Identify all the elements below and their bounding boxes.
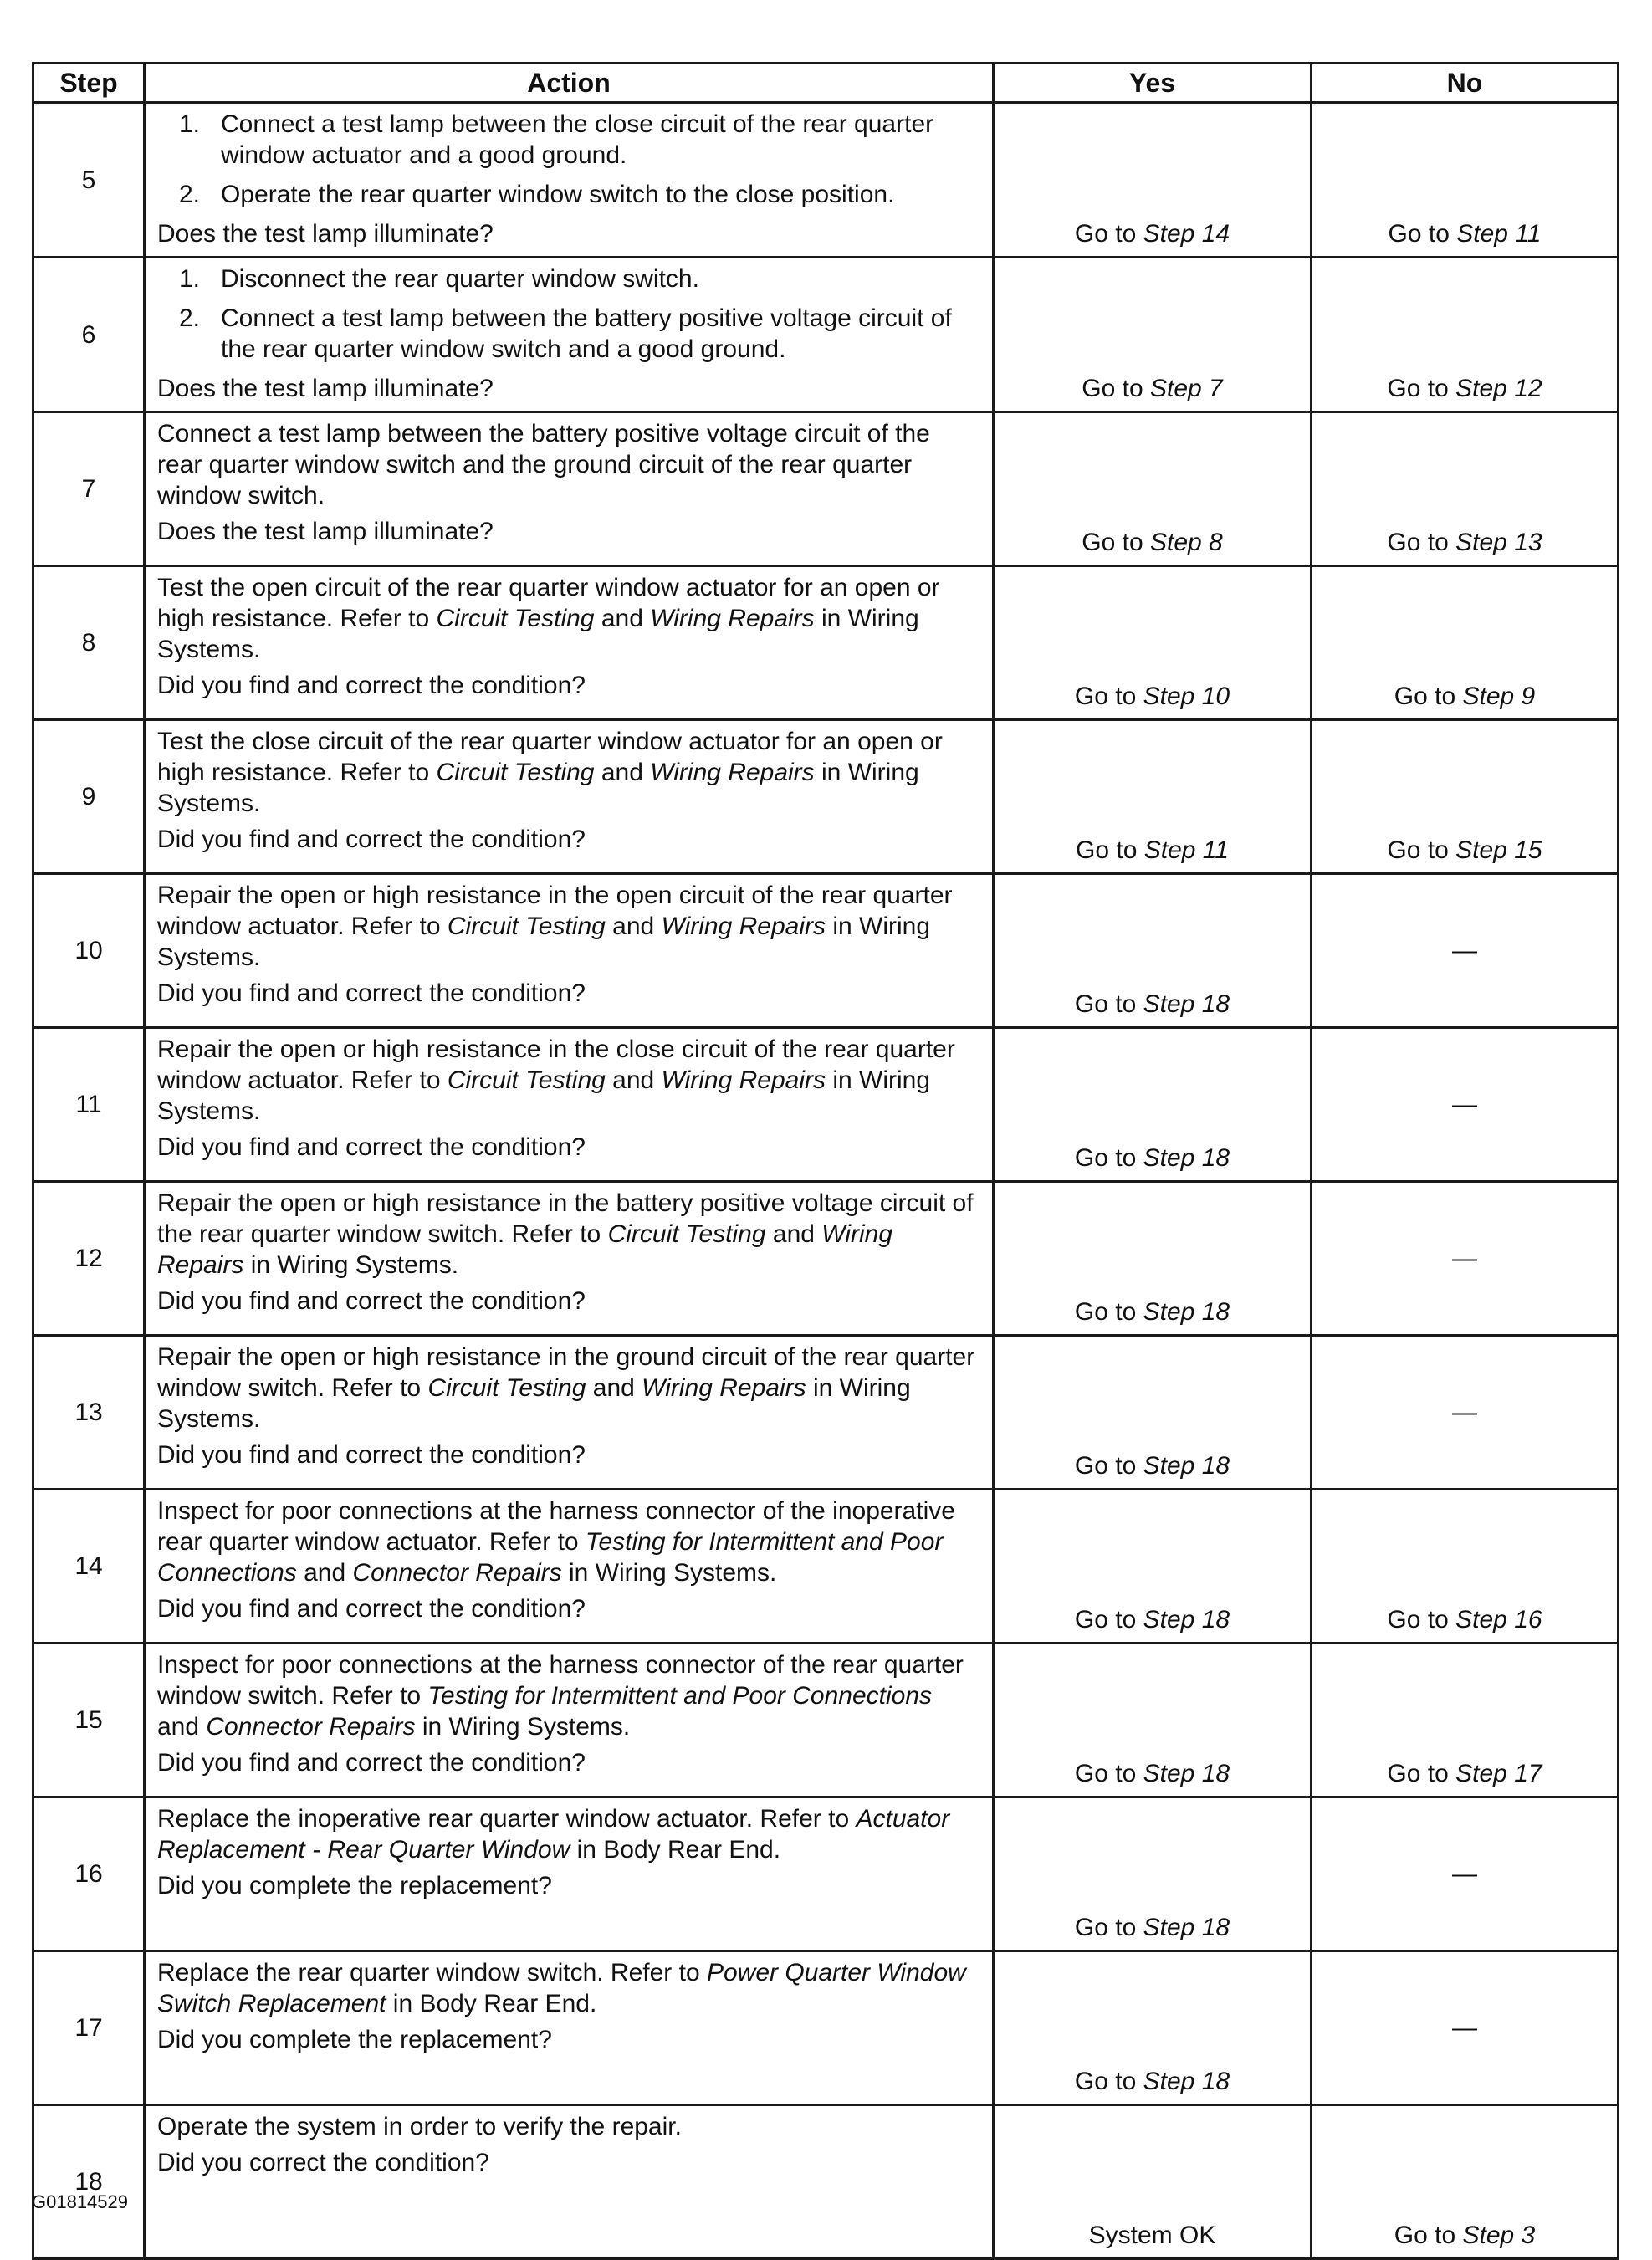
action-text: and [594,759,651,786]
action-text: in Wiring Systems. [157,1066,931,1125]
reference-text: Step 7 [1149,375,1223,402]
step-number: 18 [33,2105,145,2259]
table-row [33,720,1619,874]
action-text: Go to [1388,220,1457,248]
action-question: Did you find and correct the condition? [157,1441,586,1469]
action-text: Go to [1076,836,1144,864]
header-no: No [1312,64,1619,103]
action-text: Go to [1074,1606,1143,1634]
action-text: and [594,605,651,632]
action-text: in Wiring Systems. [415,1713,631,1741]
action-text: — [1452,937,1477,964]
action-text: in Body Rear End. [386,1990,597,2017]
action-text: Test the close circuit of the rear quarter window actuator for an open or high resistance. Refer to [157,728,943,786]
action-question: Did you correct the condition? [157,2149,489,2176]
yes-result [994,566,1312,720]
action-text: in Wiring Systems. [157,1374,911,1433]
reference-text: Step 18 [1143,1760,1230,1787]
reference-text: Step 12 [1455,375,1542,402]
step-number: 12 [33,1182,145,1336]
no-result [1312,2105,1619,2259]
table-row [33,1028,1619,1182]
action-text: Go to [1074,220,1143,248]
header-step: Step [33,64,145,103]
reference-text: Circuit Testing [447,913,606,940]
action-cell [145,1490,994,1644]
table-row [33,1490,1619,1644]
action-cell [145,1182,994,1336]
action-question: Did you complete the replacement? [157,2026,552,2053]
reference-text: Testing for Intermittent and Poor Connections [427,1682,933,1710]
step-number: 17 [33,1951,145,2105]
no-result [1312,720,1619,874]
action-text: and [605,913,662,940]
step-number: 8 [33,566,145,720]
action-text: Repair the open or high resistance in the close circuit of the rear quarter window actuator. Refer to [157,1035,955,1094]
action-text: Inspect for poor connections at the harness connector of the inoperative rear quarter window actuator. Refer to [157,1497,955,1556]
table-row [33,1182,1619,1336]
yes-result [994,258,1312,412]
action-cell [145,1028,994,1182]
action-instructions [157,1188,980,1281]
diagnostic-table [32,62,1619,2260]
action-question: Did you find and correct the condition? [157,672,586,699]
action-text: Test the open circuit of the rear quarter window actuator for an open or high resistance. Refer to [157,574,940,632]
reference-text: Step 3 [1462,2222,1536,2249]
reference-text: Step 16 [1455,1606,1542,1634]
reference-text: Wiring Repairs [650,605,815,632]
action-text: Go to [1387,836,1456,864]
table-row [33,566,1619,720]
action-text: and [296,1559,353,1587]
table-body [33,103,1619,2259]
reference-text: Step 11 [1456,220,1542,248]
action-text: Go to [1074,2068,1143,2095]
reference-text: Connector Repairs [206,1713,416,1741]
action-text: — [1452,1860,1477,1888]
table-row [33,874,1619,1028]
action-text: Go to [1394,2222,1463,2249]
action-instructions [157,880,980,973]
action-text: Go to [1387,1606,1456,1634]
action-text: — [1452,1245,1477,1272]
table-row [33,1644,1619,1797]
action-cell [145,1644,994,1797]
item-number: 1. [179,110,201,138]
action-question: Did you find and correct the condition? [157,826,586,853]
reference-text: Wiring Repairs [661,1066,826,1094]
action-text: Go to [1074,990,1143,1018]
no-result [1312,1644,1619,1797]
no-result [1312,1951,1619,2105]
yes-result [994,1644,1312,1797]
action-text: Replace the rear quarter window switch. Refer to [157,1959,707,1986]
reference-text: Step 15 [1455,836,1542,864]
yes-result [994,874,1312,1028]
action-question: Did you find and correct the condition? [157,1595,586,1623]
action-instructions [157,1803,980,1865]
reference-text: Circuit Testing [427,1374,586,1402]
table-row [33,412,1619,566]
yes-result [994,1028,1312,1182]
action-text: in Wiring Systems. [157,605,919,663]
step-number: 11 [33,1028,145,1182]
action-text: Connect a test lamp between the battery positive voltage circuit of the rear quarter window switch and the ground circuit of the rear quarter window switch. [157,420,930,509]
reference-text: Wiring Repairs [642,1374,806,1402]
action-steps-list [157,109,980,210]
action-text: Go to [1082,529,1150,556]
action-cell [145,566,994,720]
action-question: Did you find and correct the condition? [157,1133,586,1161]
action-text: Connect a test lamp between the battery positive voltage circuit of the rear quarter window switch and a good ground. [221,304,952,363]
action-text: Repair the open or high resistance in the open circuit of the rear quarter window actuator. Refer to [157,882,953,940]
action-text: in Wiring Systems. [157,759,919,817]
yes-result [994,1951,1312,2105]
action-text: Go to [1387,375,1456,402]
action-text: Disconnect the rear quarter window switch. [221,265,699,293]
action-cell [145,258,994,412]
table-row [33,103,1619,258]
action-question: Does the test lamp illuminate? [157,375,494,402]
action-instructions [157,1496,980,1588]
reference-text: Step 17 [1455,1760,1542,1787]
yes-result [994,1182,1312,1336]
action-text: Go to [1074,683,1143,710]
no-result [1312,1182,1619,1336]
yes-result [994,1490,1312,1644]
action-cell [145,2105,994,2259]
step-number: 13 [33,1336,145,1490]
action-text: Go to [1074,1298,1143,1326]
yes-result [994,1797,1312,1951]
figure-id: G01814529 [32,2191,128,2212]
action-question: Does the test lamp illuminate? [157,518,494,545]
action-question: Did you complete the replacement? [157,1872,552,1900]
action-steps-list [157,263,980,365]
reference-text: Wiring Repairs [650,759,815,786]
no-result [1312,1797,1619,1951]
yes-result [994,103,1312,258]
no-result [1312,566,1619,720]
table-row [33,258,1619,412]
yes-result [994,720,1312,874]
header-yes: Yes [994,64,1312,103]
action-text: — [1452,1091,1477,1118]
no-result [1312,1028,1619,1182]
reference-text: Circuit Testing [436,759,595,786]
reference-text: Step 18 [1143,1914,1230,1941]
reference-text: Wiring Repairs [157,1220,893,1279]
reference-text: Circuit Testing [607,1220,766,1248]
reference-text: Actuator Replacement - Rear Quarter Window [157,1805,950,1864]
action-instructions [157,2111,980,2142]
action-question: Did you find and correct the condition? [157,979,586,1007]
reference-text: Step 18 [1143,1606,1230,1634]
no-result [1312,103,1619,258]
step-number: 5 [33,103,145,258]
action-cell [145,1797,994,1951]
action-text: Repair the open or high resistance in the ground circuit of the rear quarter window switch. Refer to [157,1343,975,1402]
reference-text: Power Quarter Window Switch Replacement [157,1959,966,2017]
action-text: in Wiring Systems. [561,1559,777,1587]
reference-text: Step 13 [1455,529,1542,556]
diagnostic-table-sheet [32,62,1617,2260]
table-row [33,1951,1619,2105]
item-number: 1. [179,265,201,293]
reference-text: Circuit Testing [436,605,595,632]
action-text: Replace the inoperative rear quarter window actuator. Refer to [157,1805,857,1833]
reference-text: Step 11 [1143,836,1229,864]
action-text: and [605,1066,662,1094]
table-row [33,1336,1619,1490]
action-text: Go to [1074,1452,1143,1480]
action-text: Go to [1387,529,1456,556]
table-header-row [33,64,1619,103]
reference-text: Step 9 [1462,683,1536,710]
action-text: System OK [1088,2222,1216,2249]
reference-text: Wiring Repairs [661,913,826,940]
reference-text: Connector Repairs [352,1559,562,1587]
action-instructions [157,726,980,819]
table-row [33,2105,1619,2259]
action-text: Go to [1387,1760,1456,1787]
step-number: 14 [33,1490,145,1644]
table-row [33,1797,1619,1951]
action-text: Go to [1074,1144,1143,1172]
action-text: in Body Rear End. [570,1836,781,1864]
no-result [1312,258,1619,412]
action-cell [145,874,994,1028]
action-text: and [157,1713,207,1741]
action-instructions [157,418,980,511]
action-text: — [1452,2014,1477,2042]
action-text: and [765,1220,822,1248]
action-instructions [157,1957,980,2019]
action-text: Inspect for poor connections at the harness connector of the rear quarter window switch. Refer to [157,1651,964,1710]
action-step-item [157,303,980,365]
action-question: Does the test lamp illuminate? [157,220,494,248]
action-instructions [157,1034,980,1127]
reference-text: Circuit Testing [447,1066,606,1094]
action-text: Go to [1394,683,1463,710]
yes-result [994,1336,1312,1490]
action-text: in Wiring Systems. [157,913,931,971]
reference-text: Step 18 [1143,2068,1230,2095]
reference-text: Step 10 [1143,683,1230,710]
action-step-item [157,263,980,294]
action-text: — [1452,1398,1477,1426]
action-text: Operate the rear quarter window switch to the close position. [221,181,895,208]
item-number: 2. [179,181,201,208]
reference-text: Testing for Intermittent and Poor Connections [157,1528,944,1587]
action-text: Go to [1074,1760,1143,1787]
action-text: Operate the system in order to verify the repair. [157,2113,682,2140]
step-number: 15 [33,1644,145,1797]
reference-text: Step 18 [1143,1452,1230,1480]
no-result [1312,1336,1619,1490]
no-result [1312,1490,1619,1644]
action-instructions [157,1342,980,1434]
step-number: 9 [33,720,145,874]
step-number: 10 [33,874,145,1028]
action-cell [145,412,994,566]
action-text: Go to [1074,1914,1143,1941]
reference-text: Step 18 [1143,1144,1230,1172]
reference-text: Step 14 [1143,220,1230,248]
action-text: Connect a test lamp between the close circuit of the rear quarter window actuator and a good ground. [221,110,934,169]
action-cell [145,1336,994,1490]
action-step-item [157,109,980,171]
action-step-item [157,179,980,210]
action-text: Repair the open or high resistance in the battery positive voltage circuit of the rear quarter window switch. Refer to [157,1189,974,1248]
action-instructions [157,1649,980,1742]
no-result [1312,412,1619,566]
no-result [1312,874,1619,1028]
step-number: 7 [33,412,145,566]
reference-text: Step 18 [1143,990,1230,1018]
yes-result [994,412,1312,566]
action-text: Go to [1082,375,1150,402]
yes-result [994,2105,1312,2259]
reference-text: Step 18 [1143,1298,1230,1326]
action-cell [145,103,994,258]
action-text: in Wiring Systems. [243,1251,459,1279]
step-number: 6 [33,258,145,412]
step-number: 16 [33,1797,145,1951]
action-question: Did you find and correct the condition? [157,1287,586,1315]
action-text: and [586,1374,642,1402]
action-cell [145,720,994,874]
action-cell [145,1951,994,2105]
item-number: 2. [179,304,201,332]
reference-text: Step 8 [1149,529,1223,556]
action-instructions [157,572,980,665]
action-question: Did you find and correct the condition? [157,1749,586,1777]
header-action: Action [145,64,994,103]
